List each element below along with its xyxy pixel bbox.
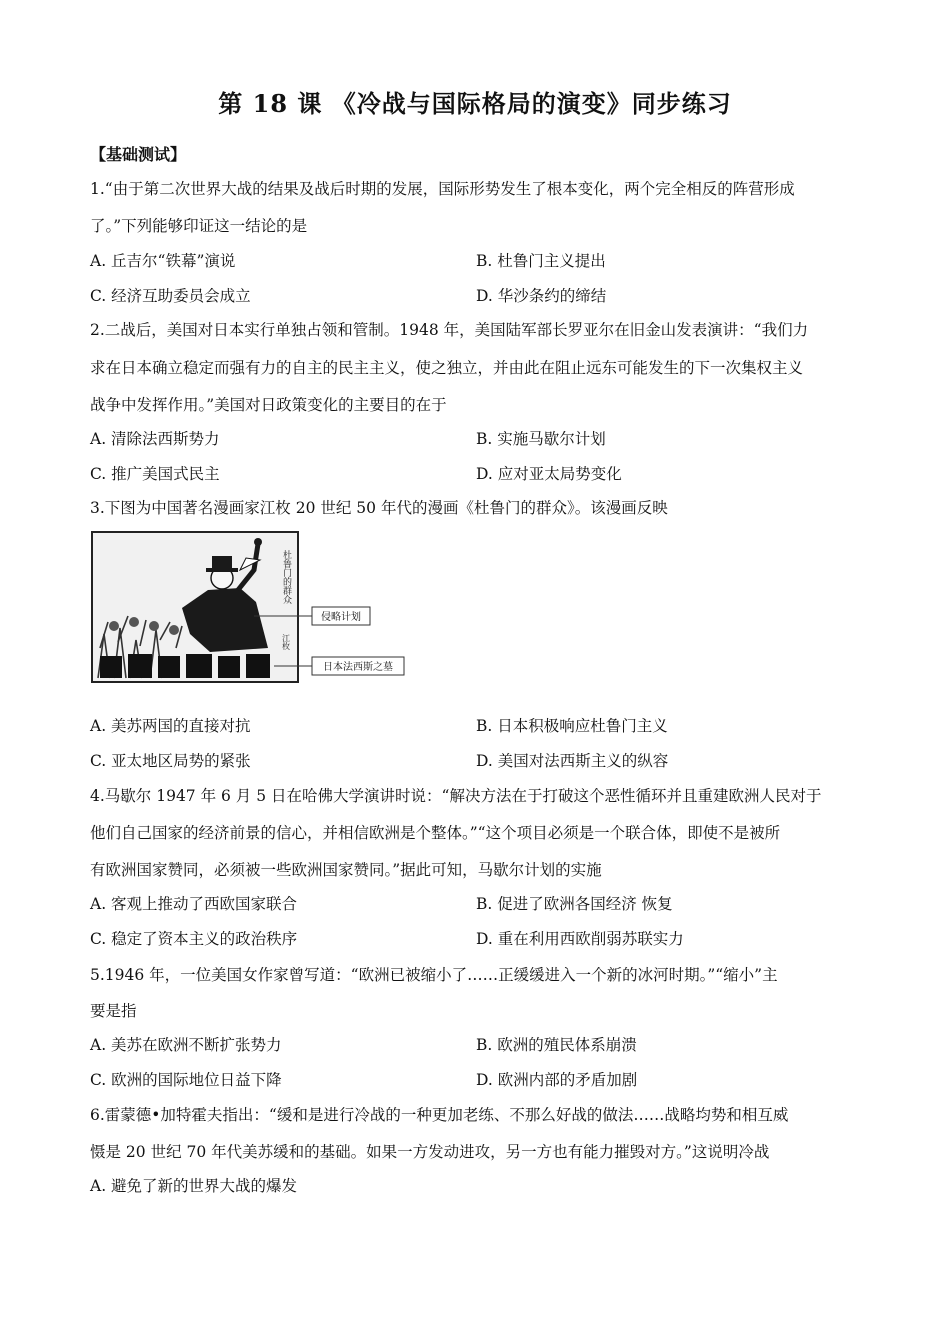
q6-stem-line-2: 慑是 20 世纪 70 年代美苏缓和的基础。如果一方发动进攻，另一方也有能力摧毁对方。”这说明冷战 (90, 1143, 770, 1161)
q3-option-b: B. 日本积极响应杜鲁门主义 (476, 717, 668, 735)
q3-option-d: D. 美国对法西斯主义的纵容 (476, 752, 669, 770)
q2-stem-line-3: 战争中发挥作用。”美国对日政策变化的主要目的在于 (90, 396, 447, 414)
q4-stem-line-2: 他们自己国家的经济前景的信心，并相信欧洲是个整体。”“这个项目必须是一个联合体，即使不是被所 (90, 824, 781, 842)
q4-option-a: A. 客观上推动了西欧国家联合 (90, 895, 298, 913)
q1-stem-line-2: 了。”下列能够印证这一结论的是 (90, 217, 308, 235)
label-fascist-tomb: 日本法西斯之墓 (323, 662, 393, 673)
q2-option-c: C. 推广美国式民主 (90, 465, 220, 483)
q1-option-b: B. 杜鲁门主义提出 (476, 252, 606, 270)
q5-stem-line-2: 要是指 (90, 1002, 137, 1020)
q4-option-b: B. 促进了欧洲各国经济 恢复 (476, 895, 673, 913)
q3-option-a: A. 美苏两国的直接对抗 (90, 717, 251, 735)
q2-option-d: D. 应对亚太局势变化 (476, 465, 622, 483)
q5-option-d: D. 欧洲内部的矛盾加剧 (476, 1071, 638, 1089)
q4-stem-line-1: 4.马歇尔 1947 年 6 月 5 日在哈佛大学演讲时说：“解决方法在于打破这个恶性循环并且重建欧洲人民对于 (90, 787, 822, 805)
q3-stem-line-1: 3.下图为中国著名漫画家江枚 20 世纪 50 年代的漫画《杜鲁门的群众》。该漫画反映 (90, 499, 668, 517)
q5-option-b: B. 欧洲的殖民体系崩溃 (476, 1036, 637, 1054)
q5-option-c: C. 欧洲的国际地位日益下降 (90, 1071, 282, 1089)
q1-stem-line-1: 1.“由于第二次世界大战的结果及战后时期的发展，国际形势发生了根本变化，两个完全相反的阵营形成 (90, 180, 795, 198)
label-invasion-plan: 侵略计划 (321, 612, 361, 623)
q1-option-a: A. 丘吉尔“铁幕”演说 (90, 252, 236, 270)
q6-stem-line-1: 6.雷蒙德•加特霍夫指出：“缓和是进行冷战的一种更加老练、不那么好战的做法……战略均势和相互威 (90, 1106, 789, 1124)
q2-option-a: A. 清除法西斯势力 (90, 430, 220, 448)
cartoon-artist-mark: 江枚 (281, 634, 291, 650)
q6-option-a: A. 避免了新的世界大战的爆发 (90, 1177, 298, 1195)
q2-stem-line-2: 求在日本确立稳定而强有力的自主的民主主义，使之独立，并由此在阻止远东可能发生的下一次集权主义 (90, 359, 804, 377)
q1-option-d: D. 华沙条约的缔结 (476, 287, 607, 305)
section-heading: 【基础测试】 (90, 145, 187, 164)
q5-stem-line-1: 5.1946 年，一位美国女作家曾写道：“欧洲已被缩小了……正缓缓进入一个新的冰河时期。”“缩小”主 (90, 966, 778, 984)
page-title: 第 18 课 《冷战与国际格局的演变》同步练习 (218, 89, 732, 118)
q5-option-a: A. 美苏在欧洲不断扩张势力 (90, 1036, 282, 1054)
q4-option-d: D. 重在利用西欧削弱苏联实力 (476, 930, 684, 948)
q4-option-c: C. 稳定了资本主义的政治秩序 (90, 930, 298, 948)
q2-stem-line-1: 2.二战后，美国对日本实行单独占领和管制。1948 年，美国陆军部长罗亚尔在旧金山发表演讲：“我们力 (90, 321, 809, 339)
cartoon-vertical-title: 杜鲁门的群众 (281, 550, 291, 604)
q1-option-c: C. 经济互助委员会成立 (90, 287, 251, 305)
q2-option-b: B. 实施马歇尔计划 (476, 430, 606, 448)
q4-stem-line-3: 有欧洲国家赞同，必须被一些欧洲国家赞同。”据此可知，马歇尔计划的实施 (90, 861, 602, 879)
q3-option-c: C. 亚太地区局势的紧张 (90, 752, 251, 770)
cartoon-figure (90, 530, 410, 690)
